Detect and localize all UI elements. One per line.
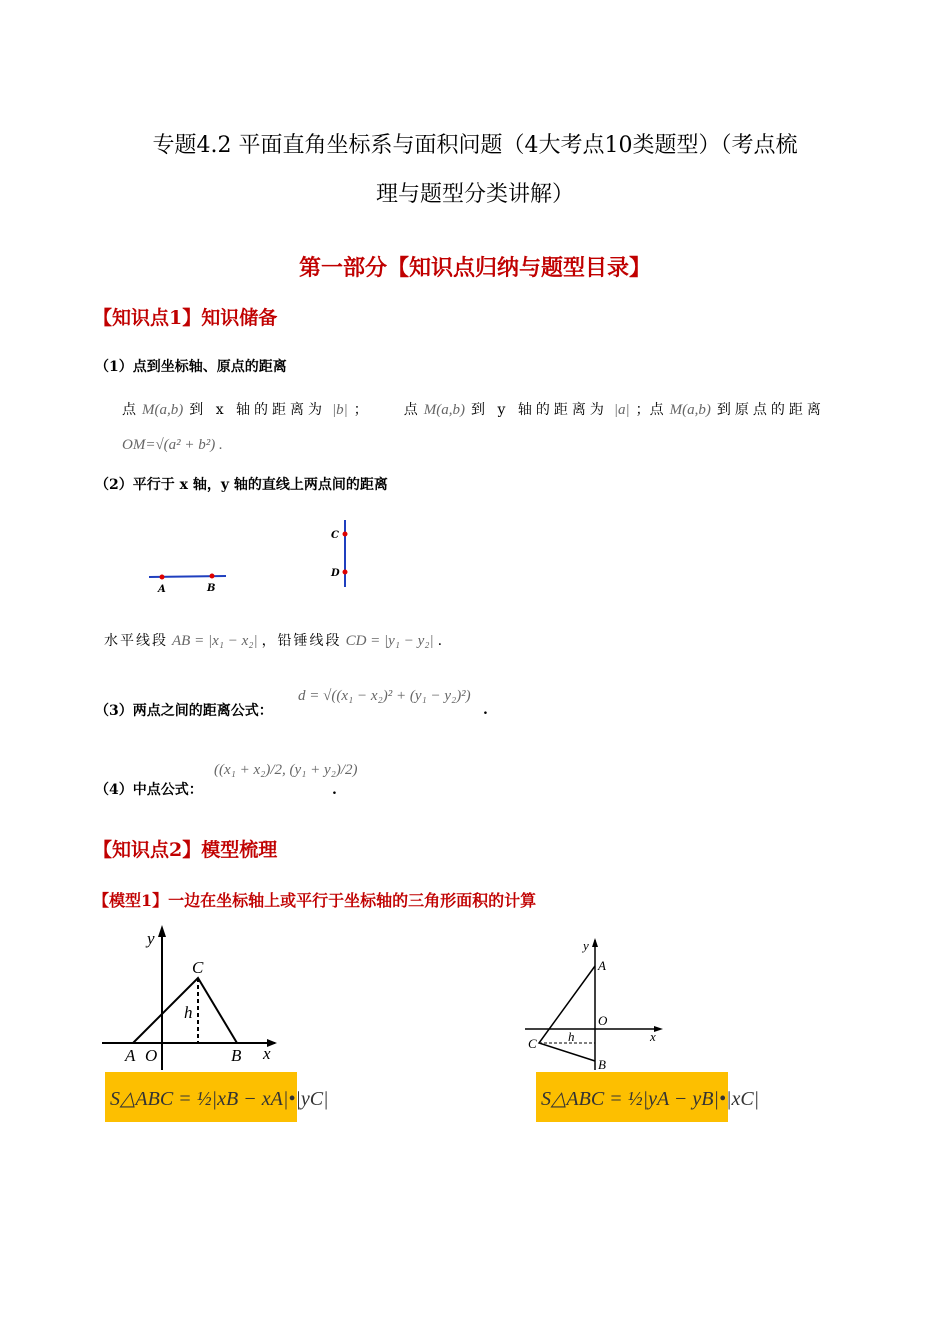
label: h xyxy=(184,1003,193,1022)
model1-figure2 xyxy=(520,935,670,1075)
formula: OM=√(a² + b²) xyxy=(122,437,216,453)
label-d: D xyxy=(331,568,340,579)
midpoint-formula: ((x₁ + x₂)/2, (y₁ + y₂)/2) xyxy=(214,762,358,778)
formula: M(a,b) xyxy=(423,402,466,418)
label: x xyxy=(263,1044,271,1063)
s1-line xyxy=(122,399,867,419)
text: 到 y 轴的距离为 xyxy=(471,402,608,418)
label-c: C xyxy=(331,530,339,541)
doc-title-line1: 专题4.2 平面直角坐标系与面积问题（4大考点10类题型）（考点梳 xyxy=(152,133,798,158)
label: B xyxy=(231,1046,242,1065)
label: O xyxy=(598,1013,608,1028)
period: . xyxy=(483,702,488,718)
formula: M(a,b) xyxy=(142,402,184,418)
text: 到原点的距离 xyxy=(716,402,825,418)
text: 水平线段 xyxy=(104,633,168,649)
point-d xyxy=(343,570,348,575)
s4-title: （4）中点公式： xyxy=(95,782,203,798)
formula-box-2 xyxy=(536,1072,760,1122)
doc-title-line2: 理与题型分类讲解） xyxy=(375,182,574,207)
period: . xyxy=(332,782,337,798)
kp2-heading: 【知识点2】模型梳理 xyxy=(93,839,278,861)
text: 点 xyxy=(403,402,418,418)
point-a xyxy=(160,575,165,580)
label-b: B xyxy=(207,583,216,594)
label: O xyxy=(145,1046,158,1065)
label: B xyxy=(598,1057,606,1072)
formula: |a| xyxy=(613,402,630,418)
label: C xyxy=(192,958,204,977)
label: y xyxy=(583,938,589,953)
om-formula xyxy=(122,437,223,454)
y-arrow-icon xyxy=(158,925,166,937)
label: C xyxy=(528,1036,537,1051)
s1-title: （1）点到坐标轴、原点的距离 xyxy=(95,359,287,375)
point-b xyxy=(210,574,215,579)
area-formula: S△ABC = ½|xB − xA|•|yC| xyxy=(110,1088,329,1110)
s3-title: （3）两点之间的距离公式： xyxy=(95,703,273,719)
model1-figure1 xyxy=(95,920,295,1075)
kp1-heading: 【知识点1】知识储备 xyxy=(93,307,278,329)
formula-box-1 xyxy=(105,1072,329,1122)
s2-line xyxy=(104,630,442,650)
text: ； xyxy=(353,402,368,418)
formula: M(a,b) xyxy=(669,402,711,418)
label-a: A xyxy=(158,584,166,595)
formula: |b| xyxy=(332,402,348,418)
point-c xyxy=(343,532,348,537)
formula: CD = |y₁ − y₂| xyxy=(345,633,434,649)
text: ；点 xyxy=(635,402,664,418)
text: ，铅锤线段 xyxy=(261,633,342,649)
area-formula: S△ABC = ½|yA − yB|•|xC| xyxy=(541,1088,760,1110)
text: . xyxy=(219,437,223,453)
label: h xyxy=(568,1029,575,1044)
text: 到 x 轴的距离为 xyxy=(189,402,327,418)
distance-formula: d = √((x₁ − x₂)² + (y₁ − y₂)²) xyxy=(298,688,471,704)
text: . xyxy=(437,633,443,649)
label: A xyxy=(125,1046,136,1065)
formula: AB = |x₁ − x₂| xyxy=(172,633,258,649)
label: x xyxy=(650,1029,656,1044)
text: 点 xyxy=(122,402,136,418)
segment-diagram xyxy=(140,515,370,600)
y-arrow-icon xyxy=(592,938,598,947)
part-heading: 第一部分【知识点归纳与题型目录】 xyxy=(298,255,651,281)
s2-title: （2）平行于 x 轴，y 轴的直线上两点间的距离 xyxy=(95,477,388,493)
triangle xyxy=(539,966,595,1061)
label: y xyxy=(147,929,155,948)
model1-title: 【模型1】一边在坐标轴上或平行于坐标轴的三角形面积的计算 xyxy=(93,891,537,910)
label: A xyxy=(598,958,606,973)
